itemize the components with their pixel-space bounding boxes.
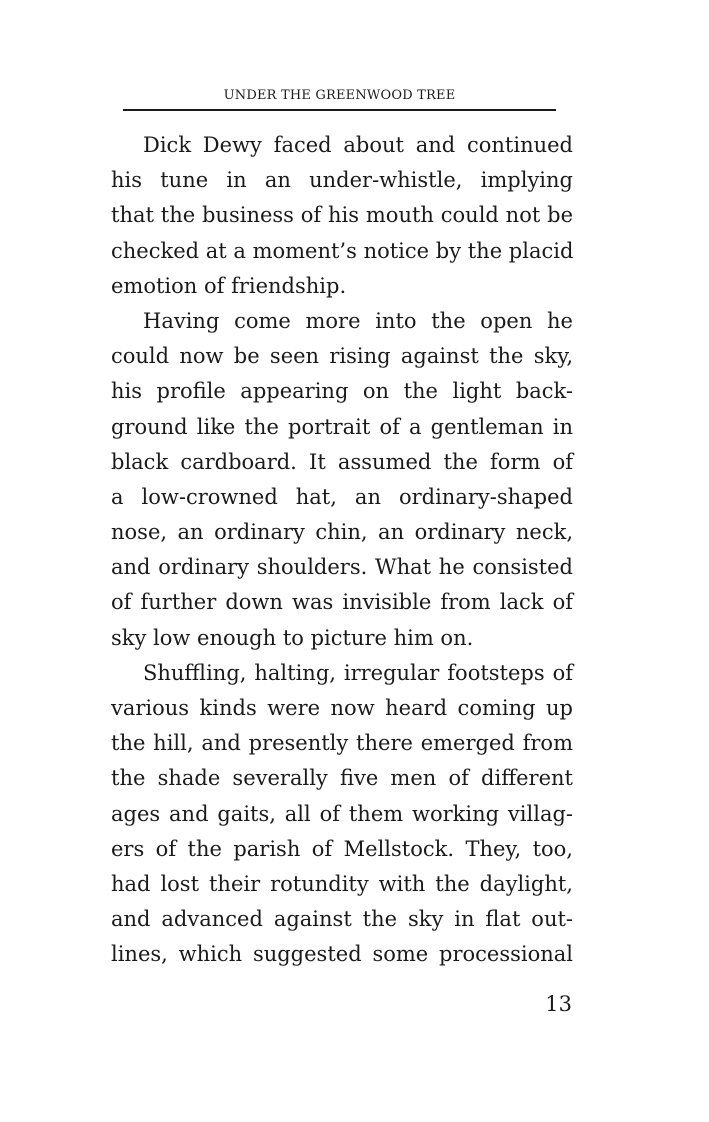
running-head: UNDER THE GREENWOOD TREE (223, 88, 456, 103)
text-line: and ordinary shoulders. What he consisted (111, 555, 573, 580)
page-number: 13 (545, 992, 572, 1016)
text-line: emotion of friendship. (111, 273, 347, 298)
text-line: black cardboard. It assumed the form of (111, 449, 573, 474)
text-line: Shuffling, halting, irregular footsteps of (143, 660, 573, 685)
text-line: sky low enough to picture him on. (111, 625, 474, 650)
text-line: could now be seen rising against the sky, (111, 344, 573, 369)
header-rule (123, 109, 556, 111)
text-line: Having come more into the open he (143, 308, 573, 333)
text-line: the hill, and presently there emerged from (111, 731, 573, 756)
text-line: checked at a moment’s notice by the placid (111, 238, 574, 263)
text-line: ground like the portrait of a gentleman in (111, 414, 573, 439)
text-line: various kinds were now heard coming up (111, 696, 573, 720)
text-line: Dick Dewy faced about and continued (143, 133, 573, 157)
text-line: that the business of his mouth could not be (111, 203, 573, 228)
text-line: and advanced against the sky in flat out- (111, 907, 573, 932)
text-line: had lost their rotundity with the daylight, (111, 871, 573, 896)
text-line: ers of the parish of Mellstock. They, too, (111, 836, 573, 861)
text-line: a low-crowned hat, an ordinary-shaped (111, 484, 573, 509)
text-line: nose, an ordinary chin, an ordinary neck, (111, 520, 573, 545)
text-line: the shade severally five men of different (111, 766, 573, 791)
text-line: ages and gaits, all of them working villag- (111, 801, 573, 826)
text-line: his profile appearing on the light back- (111, 379, 573, 404)
body-text (111, 128, 573, 973)
text-line: his tune in an under-whistle, implying (111, 168, 573, 193)
text-line: of further down was invisible from lack of (111, 590, 573, 615)
text-line: lines, which suggested some processional (111, 942, 573, 967)
